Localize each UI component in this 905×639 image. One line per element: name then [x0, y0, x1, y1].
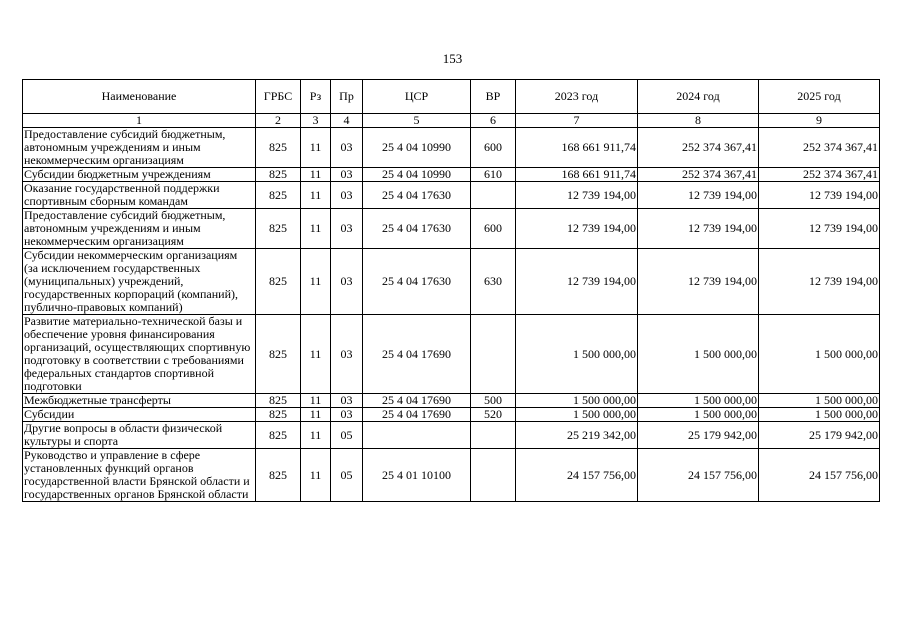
row-amount-2024: 1 500 000,00 — [638, 315, 759, 394]
row-grbs: 825 — [256, 209, 301, 249]
row-amount-2023: 12 739 194,00 — [516, 182, 638, 209]
column-number: 7 — [516, 114, 638, 128]
row-csr: 25 4 04 17690 — [363, 408, 471, 422]
row-grbs: 825 — [256, 249, 301, 315]
header-2025: 2025 год — [759, 80, 880, 114]
row-amount-2023: 1 500 000,00 — [516, 394, 638, 408]
table-row — [23, 168, 880, 182]
row-pr: 05 — [331, 422, 363, 449]
row-vr: 500 — [471, 394, 516, 408]
row-csr: 25 4 04 10990 — [363, 128, 471, 168]
column-number: 3 — [301, 114, 331, 128]
row-amount-2024: 12 739 194,00 — [638, 209, 759, 249]
row-vr — [471, 422, 516, 449]
row-amount-2023: 12 739 194,00 — [516, 249, 638, 315]
column-number: 8 — [638, 114, 759, 128]
row-pr: 03 — [331, 394, 363, 408]
row-pr: 03 — [331, 315, 363, 394]
header-pr: Пр — [331, 80, 363, 114]
row-vr: 630 — [471, 249, 516, 315]
row-amount-2024: 12 739 194,00 — [638, 249, 759, 315]
row-grbs: 825 — [256, 408, 301, 422]
header-2024: 2024 год — [638, 80, 759, 114]
page-number: 153 — [442, 51, 463, 66]
header-csr: ЦСР — [363, 80, 471, 114]
row-vr — [471, 182, 516, 209]
row-grbs: 825 — [256, 315, 301, 394]
column-number: 6 — [471, 114, 516, 128]
row-name: Предоставление субсидий бюджетным, автономным учреждениям и иным некоммерческим организациям — [23, 209, 256, 249]
row-name: Субсидии некоммерческим организациям (за исключением государственных (муниципальных) учреждений, государственных корпораций (компаний), публично-правовых компаний) — [23, 249, 256, 315]
table-row — [23, 182, 880, 209]
row-grbs: 825 — [256, 182, 301, 209]
row-rz: 11 — [301, 422, 331, 449]
row-rz: 11 — [301, 182, 331, 209]
row-pr: 05 — [331, 449, 363, 502]
row-pr: 03 — [331, 128, 363, 168]
row-rz: 11 — [301, 168, 331, 182]
header-grbs: ГРБС — [256, 80, 301, 114]
row-amount-2025: 1 500 000,00 — [759, 394, 880, 408]
column-number: 2 — [256, 114, 301, 128]
row-vr: 520 — [471, 408, 516, 422]
row-amount-2025: 12 739 194,00 — [759, 182, 880, 209]
row-name: Субсидии — [23, 408, 256, 422]
row-amount-2024: 1 500 000,00 — [638, 408, 759, 422]
header-rz: Рз — [301, 80, 331, 114]
row-vr — [471, 315, 516, 394]
row-grbs: 825 — [256, 128, 301, 168]
row-csr — [363, 422, 471, 449]
table-row — [23, 249, 880, 315]
row-pr: 03 — [331, 408, 363, 422]
row-name: Предоставление субсидий бюджетным, автономным учреждениям и иным некоммерческим организациям — [23, 128, 256, 168]
row-csr: 25 4 01 10100 — [363, 449, 471, 502]
row-name: Другие вопросы в области физической культуры и спорта — [23, 422, 256, 449]
row-grbs: 825 — [256, 394, 301, 408]
row-name: Межбюджетные трансферты — [23, 394, 256, 408]
header-row — [23, 80, 880, 114]
table-row — [23, 422, 880, 449]
table-row — [23, 394, 880, 408]
row-amount-2023: 25 219 342,00 — [516, 422, 638, 449]
row-rz: 11 — [301, 249, 331, 315]
row-amount-2023: 168 661 911,74 — [516, 168, 638, 182]
row-rz: 11 — [301, 394, 331, 408]
row-csr: 25 4 04 17690 — [363, 315, 471, 394]
row-amount-2023: 168 661 911,74 — [516, 128, 638, 168]
row-rz: 11 — [301, 315, 331, 394]
column-number: 1 — [23, 114, 256, 128]
row-name: Развитие материально-технической базы и обеспечение уровня финансирования организаций, осуществляющих спортивную подготовку в соответствии с требованиями федеральных стандартов спортивной подготовки — [23, 315, 256, 394]
row-rz: 11 — [301, 209, 331, 249]
row-grbs: 825 — [256, 449, 301, 502]
row-rz: 11 — [301, 128, 331, 168]
row-name: Оказание государственной поддержки спортивным сборным командам — [23, 182, 256, 209]
column-number: 5 — [363, 114, 471, 128]
header-2023: 2023 год — [516, 80, 638, 114]
row-vr: 610 — [471, 168, 516, 182]
row-name: Руководство и управление в сфере установленных функций органов государственной власти Брянской области и государственных органов Брянской области — [23, 449, 256, 502]
row-amount-2025: 12 739 194,00 — [759, 209, 880, 249]
row-amount-2025: 252 374 367,41 — [759, 168, 880, 182]
column-number: 4 — [331, 114, 363, 128]
row-amount-2025: 12 739 194,00 — [759, 249, 880, 315]
row-rz: 11 — [301, 449, 331, 502]
row-amount-2023: 12 739 194,00 — [516, 209, 638, 249]
row-name: Субсидии бюджетным учреждениям — [23, 168, 256, 182]
row-rz: 11 — [301, 408, 331, 422]
row-amount-2023: 1 500 000,00 — [516, 315, 638, 394]
row-csr: 25 4 04 10990 — [363, 168, 471, 182]
table-row — [23, 408, 880, 422]
row-amount-2024: 252 374 367,41 — [638, 168, 759, 182]
budget-table — [22, 79, 880, 502]
row-amount-2025: 252 374 367,41 — [759, 128, 880, 168]
row-pr: 03 — [331, 209, 363, 249]
row-grbs: 825 — [256, 422, 301, 449]
header-vr: ВР — [471, 80, 516, 114]
row-csr: 25 4 04 17630 — [363, 209, 471, 249]
column-number: 9 — [759, 114, 880, 128]
row-vr — [471, 449, 516, 502]
row-amount-2024: 24 157 756,00 — [638, 449, 759, 502]
row-csr: 25 4 04 17630 — [363, 182, 471, 209]
table-row — [23, 209, 880, 249]
row-amount-2024: 25 179 942,00 — [638, 422, 759, 449]
table-row — [23, 128, 880, 168]
row-pr: 03 — [331, 168, 363, 182]
row-amount-2025: 1 500 000,00 — [759, 408, 880, 422]
row-amount-2024: 1 500 000,00 — [638, 394, 759, 408]
row-amount-2023: 1 500 000,00 — [516, 408, 638, 422]
row-vr: 600 — [471, 209, 516, 249]
row-pr: 03 — [331, 182, 363, 209]
table-row — [23, 315, 880, 394]
row-csr: 25 4 04 17690 — [363, 394, 471, 408]
table-row — [23, 449, 880, 502]
row-vr: 600 — [471, 128, 516, 168]
row-pr: 03 — [331, 249, 363, 315]
row-amount-2024: 252 374 367,41 — [638, 128, 759, 168]
row-amount-2024: 12 739 194,00 — [638, 182, 759, 209]
row-csr: 25 4 04 17630 — [363, 249, 471, 315]
row-grbs: 825 — [256, 168, 301, 182]
row-amount-2025: 25 179 942,00 — [759, 422, 880, 449]
row-amount-2025: 24 157 756,00 — [759, 449, 880, 502]
row-amount-2023: 24 157 756,00 — [516, 449, 638, 502]
header-name: Наименование — [23, 80, 256, 114]
row-amount-2025: 1 500 000,00 — [759, 315, 880, 394]
column-number-row — [23, 114, 880, 128]
